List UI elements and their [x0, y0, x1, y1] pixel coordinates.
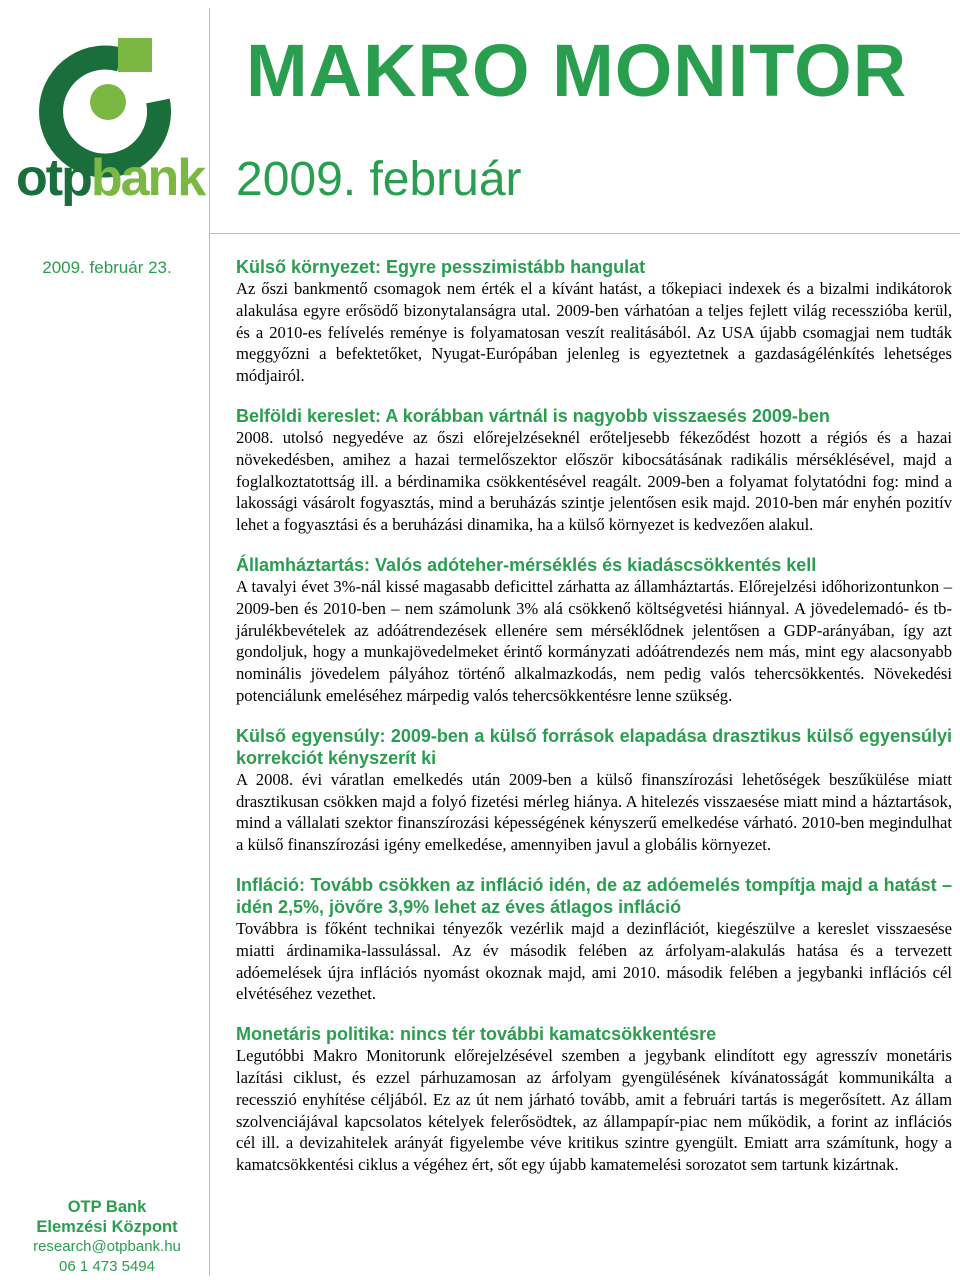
section-body: Az őszi bankmentő csomagok nem érték el a kívánt hatást, a tőkepiaci indexek és a bizalmi indikátorok alakulása egyre erősödő bizonytalanságra utal. 2009-ben várhatóan a teljes fejlett világ recesszióba kerül, és a 2010-es felívelés reménye is folyamatosan veszít realitásából. Az USA újabb csomagjai nem tudták meggyőzni a befektetőket, Nyugat-Európában jelenleg is egyeztetnek a gazdaságélénkítés lehetséges módjairól.	[236, 279, 952, 386]
logo-text-otp: otp	[16, 149, 91, 207]
logo-text-bank: bank	[90, 149, 205, 207]
page-title: MAKRO MONITOR	[246, 29, 908, 112]
article-content	[236, 256, 952, 1176]
section-external-environment	[236, 256, 952, 387]
contact-phone: 06 1 473 5494	[59, 1257, 155, 1275]
section-heading: Infláció: Tovább csökken az infláció idén, de az adóemelés tompítja majd a hatást – idén 2,5%, jövőre 3,9% lehet az éves átlagos infláció	[236, 874, 952, 917]
publication-date: 2009. február 23.	[42, 258, 172, 277]
logo-wordmark	[16, 148, 204, 208]
section-domestic-demand	[236, 405, 952, 536]
section-inflation	[236, 874, 952, 1005]
contact-dept: Elemzési Központ	[36, 1217, 178, 1236]
section-heading: Külső környezet: Egyre pesszimistább hangulat	[236, 257, 646, 277]
issue-month: 2009. február	[236, 153, 522, 206]
vertical-divider	[209, 8, 210, 1276]
section-body: Továbbra is főként technikai tényezők vezérlik majd a dezinflációt, kiegészülve a kereslet visszaesése miatti árdinamika-lassulással. Az év második felében az árfolyam-alakulás hatása és a tervezett adóemelések újra inflációs nyomást okoznak majd, ami 2010. második felében a jegybanki inflációs cél elvétéséhez vezethet.	[236, 918, 952, 1004]
section-body: Legutóbbi Makro Monitorunk előrejelzésével szemben a jegybank elindított egy agresszív monetáris lazítási ciklust, és ezzel párhuzamosan az árfolyam gyengülésének kívánatosságát kommunikálta a recesszió enyhítése céljából. Ez az út nem járható tovább, amit a februári tartás is megerősített. Az állam szolvenciájával kapcsolatos kételyek felerősödtek, az állampapír-piac nem működik, a forint az inflációs cél ill. a devizahitelek arányát figyelembe véve kritikus szintre gyengült. Emiatt arra számítunk, hogy a kamatcsökkentési ciklus a végéhez ért, sőt egy újabb kamatemelési sorozatot sem tartunk kizártnak.	[236, 1046, 952, 1175]
section-external-balance	[236, 725, 952, 856]
logo-dot	[90, 84, 126, 120]
section-heading: Monetáris politika: nincs tér további kamatcsökkentésre	[236, 1024, 717, 1045]
contact-org: OTP Bank	[67, 1198, 147, 1216]
section-heading: Külső egyensúly: 2009-ben a külső források elapadása drasztikus külső egyensúlyi korrekciót kényszerít ki	[236, 725, 952, 768]
section-heading: Belföldi kereslet: A korábban vártnál is nagyobb visszaesés 2009-ben	[236, 405, 830, 426]
section-public-finance	[236, 554, 952, 707]
section-heading: Államháztartás: Valós adóteher-mérséklés és kiadáscsökkentés kell	[236, 554, 817, 575]
section-body: A 2008. évi váratlan emelkedés után 2009-ben a külső finanszírozási lehetőségek beszűkülése miatt drasztikusan csökken majd a folyó fizetési mérleg hiánya. A hitelezés visszaesése miatt mind a háztartások, mind a vállalati szektor finanszírozási képességének kényszerű emelkedése várható. 2010-ben megindulhat a külső finanszírozási igény emelkedése, amennyiben javul a globális környezet.	[236, 769, 952, 855]
horizontal-divider	[210, 233, 960, 234]
contact-block	[14, 1198, 200, 1276]
contact-email[interactable]: research@otpbank.hu	[33, 1238, 181, 1255]
section-body: A tavalyi évet 3%-nál kissé magasabb deficittel zárhatta az államháztartás. Előrejelzési időhorizontunkon – 2009-ben és 2010-ben – nem számolunk 3% alá csökkenő költségvetési hiánnyal. A jövedelemadó- és tb-járulékbevételek az adóátrendezések ellenére sem mérséklődnek jelentősen a GDP-arányában, így azt gondoljuk, hogy a munkajövedelmeket érintő kormányzati adóátrendezés nem más, mint egy alacsonyabb nominális jövedelem pályához történő alkalmazkodás, nem pedig valós tehercsökkentés. Növekedési potenciálunk emeléséhez márpedig valós tehercsökkentésre lenne szükség.	[236, 576, 952, 705]
section-monetary-policy	[236, 1023, 952, 1176]
section-body: 2008. utolsó negyedéve az őszi előrejelzéseknél erőteljesebb fékeződést hozott a régiós és a hazai növekedésben, amihez a hazai termelőszektor először kibocsátásának radikális mérséklésével, majd a foglalkoztatottság ill. a bérdinamika csökkentésével reagált. 2009-ben a folyamat folytatódni fog: mind a lakossági vásárolt fogyasztás, mind a beruházás szintje jelentősen esik majd. 2010-ben már enyhén pozitív lehet a fogyasztási és a beruházási dinamika, ha a külső környezet is kedvezően alakul.	[236, 427, 952, 535]
logo-square	[118, 38, 152, 72]
